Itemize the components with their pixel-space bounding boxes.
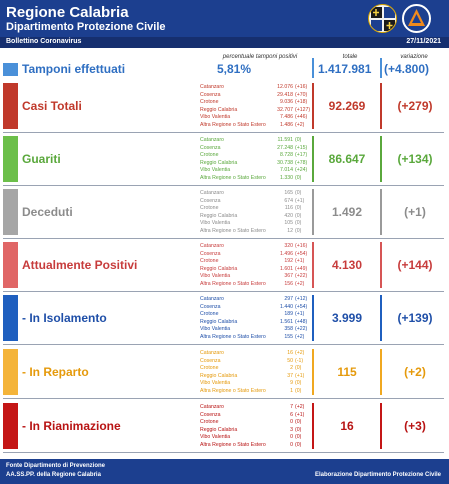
section-separator-variation [380, 295, 382, 341]
province-delta: (0) [295, 220, 302, 226]
province-row [200, 365, 308, 373]
province-breakdown [200, 350, 308, 395]
section-total: 16 [340, 419, 354, 433]
province-name: Vibo Valentia [200, 167, 231, 173]
province-name: Reggio Calabria [200, 318, 238, 325]
section-separator-variation [380, 349, 382, 395]
province-name: Crotone [200, 365, 219, 371]
province-delta: (+127) [295, 106, 311, 113]
province-value: 7.486 [280, 114, 293, 120]
province-delta: (+46) [295, 114, 308, 120]
province-name: Crotone [200, 419, 219, 425]
province-name: Catanzaro [200, 84, 224, 90]
province-name: Catanzaro [200, 243, 224, 249]
section-separator-variation [380, 403, 382, 449]
section-separator-variation [380, 242, 382, 288]
province-delta: (+2) [295, 280, 305, 287]
header-subtitle: Dipartimento Protezione Civile [6, 21, 166, 33]
section-divider [3, 132, 444, 133]
province-delta: (0) [295, 137, 302, 143]
section-color-bar [3, 136, 18, 182]
header-title: Regione Calabria [6, 4, 129, 21]
section-divider [3, 344, 444, 345]
protezione-civile-logo-icon [402, 4, 431, 33]
province-breakdown [200, 137, 308, 182]
province-row [200, 358, 308, 366]
section-variation: (+279) [397, 99, 433, 113]
province-delta: (0) [295, 419, 302, 425]
province-breakdown [200, 296, 308, 341]
province-delta: (+1) [295, 411, 305, 418]
province-value: 12 [287, 227, 293, 234]
province-row [200, 145, 308, 153]
section-divider [3, 238, 444, 239]
bulletin-bar [0, 37, 449, 48]
tamponi-separator-total [312, 58, 314, 78]
province-delta: (0) [295, 205, 302, 211]
province-delta: (+16) [295, 243, 308, 249]
province-value: 7.014 [280, 167, 293, 173]
province-row [200, 137, 308, 145]
province-row [200, 198, 308, 206]
province-delta: (+2) [295, 404, 305, 410]
province-name: Cosenza [200, 250, 221, 257]
province-row [200, 419, 308, 427]
section-row [0, 187, 449, 239]
province-row [200, 350, 308, 358]
section-total: 1.492 [331, 205, 363, 219]
province-name: Altra Regione o Stato Estero [200, 174, 266, 181]
province-delta: (+2) [295, 350, 305, 356]
province-delta: (+49) [295, 265, 308, 272]
section-divider [3, 291, 444, 292]
province-row [200, 228, 308, 236]
province-row [200, 427, 308, 435]
province-delta: (+54) [295, 303, 308, 310]
province-row [200, 92, 308, 100]
province-value: 1 [290, 387, 293, 394]
province-value: 1.601 [280, 265, 293, 272]
province-value: 1.440 [280, 303, 293, 310]
province-name: Altra Regione o Stato Estero [200, 333, 266, 340]
section-row [0, 81, 449, 133]
section-variation: (+139) [397, 311, 433, 325]
section-label: - In Rianimazione [22, 419, 121, 433]
province-delta: (+54) [295, 250, 308, 257]
province-name: Reggio Calabria [200, 265, 238, 272]
province-row [200, 167, 308, 175]
province-delta: (+1) [295, 197, 305, 204]
province-row [200, 326, 308, 334]
province-delta: (+18) [295, 99, 308, 105]
section-variation: (+134) [397, 152, 433, 166]
bulletin-date: 27/11/2021 [406, 38, 441, 45]
province-row [200, 388, 308, 396]
province-value: 12.076 [277, 84, 293, 90]
province-row [200, 122, 308, 130]
province-delta: (+2) [295, 333, 305, 340]
tamponi-label: Tamponi effettuati [22, 62, 126, 76]
province-name: Cosenza [200, 197, 221, 204]
province-name: Crotone [200, 205, 219, 211]
province-row [200, 380, 308, 388]
province-row [200, 442, 308, 450]
section-row [0, 347, 449, 399]
province-row [200, 281, 308, 289]
section-divider [3, 452, 444, 453]
province-delta: (0) [295, 365, 302, 371]
footer-source-line2: AA.SS.PP. della Regione Calabria [6, 472, 101, 478]
province-breakdown [200, 404, 308, 449]
province-row [200, 334, 308, 342]
tamponi-total: 1.417.981 [318, 62, 372, 76]
section-label: - In Reparto [22, 365, 89, 379]
section-variation: (+144) [397, 258, 433, 272]
section-label: Guariti [22, 152, 61, 166]
tamponi-color-bar [3, 63, 18, 76]
province-value: 37 [287, 372, 293, 379]
province-row [200, 175, 308, 183]
province-breakdown [200, 84, 311, 129]
province-name: Altra Regione o Stato Estero [200, 280, 266, 287]
province-row [200, 190, 308, 198]
section-variation: (+1) [404, 205, 426, 219]
section-total: 3.999 [331, 311, 363, 325]
province-delta: (+22) [295, 326, 308, 332]
province-row [200, 251, 308, 259]
province-name: Catanzaro [200, 296, 224, 302]
province-name: Cosenza [200, 91, 221, 98]
province-delta: (0) [295, 380, 302, 386]
province-delta: (0) [295, 434, 302, 440]
footer-source-line1: Fonte Dipartimento di Prevenzione [6, 463, 106, 469]
province-value: 11.591 [277, 137, 293, 143]
province-breakdown [200, 190, 308, 235]
province-value: 155 [284, 333, 293, 340]
province-value: 7 [290, 404, 293, 410]
province-value: 50 [287, 357, 293, 364]
province-name: Reggio Calabria [200, 426, 238, 433]
province-row [200, 434, 308, 442]
province-name: Catanzaro [200, 137, 224, 143]
province-delta: (+2) [295, 121, 305, 128]
province-delta: (+1) [295, 258, 305, 264]
province-delta: (+16) [295, 84, 308, 90]
province-row [200, 213, 308, 221]
header-bar [0, 0, 449, 37]
province-row [200, 273, 308, 281]
province-name: Altra Regione o Stato Estero [200, 227, 266, 234]
province-value: 156 [284, 280, 293, 287]
province-name: Cosenza [200, 144, 221, 151]
column-header-variation: variazione [400, 54, 428, 60]
regione-calabria-logo-icon [368, 4, 397, 33]
province-name: Reggio Calabria [200, 159, 238, 166]
tamponi-variation: (+4.800) [384, 62, 430, 76]
province-delta: (0) [295, 212, 302, 219]
province-row [200, 220, 308, 228]
province-name: Cosenza [200, 411, 221, 418]
province-row [200, 152, 308, 160]
province-name: Crotone [200, 258, 219, 264]
footer-credit: Elaborazione Dipartimento Protezione Civile [314, 472, 441, 478]
province-name: Vibo Valentia [200, 380, 231, 386]
province-value: 165 [284, 190, 293, 196]
section-total: 4.130 [331, 258, 363, 272]
province-name: Catanzaro [200, 190, 224, 196]
province-value: 29.418 [277, 91, 293, 98]
section-separator-variation [380, 136, 382, 182]
province-value: 32.707 [277, 106, 293, 113]
province-breakdown [200, 243, 308, 288]
province-value: 1.486 [280, 121, 293, 128]
province-delta: (0) [295, 441, 302, 448]
province-value: 1.561 [280, 318, 293, 325]
province-row [200, 243, 308, 251]
province-delta: (+78) [295, 159, 308, 166]
province-delta: (+22) [295, 273, 308, 279]
province-value: 9.036 [280, 99, 293, 105]
province-delta: (0) [295, 426, 302, 433]
province-name: Vibo Valentia [200, 434, 231, 440]
province-row [200, 296, 308, 304]
province-delta: (+24) [295, 167, 308, 173]
province-value: 105 [284, 220, 293, 226]
section-row [0, 134, 449, 186]
province-delta: (+1) [295, 311, 305, 317]
province-delta: (+17) [295, 152, 308, 158]
province-name: Reggio Calabria [200, 212, 238, 219]
province-value: 367 [284, 273, 293, 279]
section-label: - In Isolamento [22, 311, 107, 325]
province-name: Vibo Valentia [200, 326, 231, 332]
section-variation: (+2) [404, 365, 426, 379]
province-delta: (+15) [295, 144, 308, 151]
province-row [200, 205, 308, 213]
province-name: Cosenza [200, 357, 221, 364]
section-total: 115 [337, 365, 357, 379]
province-row [200, 319, 308, 327]
bulletin-name: Bollettino Coronavirus [6, 38, 82, 45]
province-value: 674 [284, 197, 293, 204]
province-name: Cosenza [200, 303, 221, 310]
province-value: 1.330 [280, 174, 293, 181]
province-delta: (-1) [295, 357, 304, 364]
province-delta: (0) [295, 387, 302, 394]
section-separator-variation [380, 83, 382, 129]
province-value: 2 [290, 365, 293, 371]
province-value: 420 [284, 212, 293, 219]
province-row [200, 304, 308, 312]
province-value: 0 [290, 434, 293, 440]
section-label: Casi Totali [22, 99, 82, 113]
province-value: 16 [287, 350, 293, 356]
province-value: 189 [284, 311, 293, 317]
province-value: 6 [290, 411, 293, 418]
section-variation: (+3) [404, 419, 426, 433]
province-value: 1.496 [280, 250, 293, 257]
province-row [200, 412, 308, 420]
section-total: 92.269 [328, 99, 366, 113]
province-value: 30.738 [277, 159, 293, 166]
section-color-bar [3, 403, 18, 449]
section-row [0, 401, 449, 453]
province-row [200, 373, 308, 381]
province-name: Vibo Valentia [200, 114, 231, 120]
section-separator-variation [380, 189, 382, 235]
province-name: Altra Regione o Stato Estero [200, 441, 266, 448]
column-header-total: totale [342, 54, 358, 60]
province-value: 358 [284, 326, 293, 332]
province-delta: (0) [295, 227, 302, 234]
province-value: 297 [284, 296, 293, 302]
province-delta: (0) [295, 190, 302, 196]
province-value: 0 [290, 441, 293, 448]
section-divider [3, 185, 444, 186]
province-name: Reggio Calabria [200, 106, 238, 113]
province-value: 0 [290, 419, 293, 425]
section-divider [3, 398, 444, 399]
province-value: 116 [284, 205, 293, 211]
province-value: 3 [290, 426, 293, 433]
section-label: Deceduti [22, 205, 73, 219]
province-value: 192 [284, 258, 293, 264]
province-row [200, 84, 308, 92]
section-row [0, 240, 449, 292]
province-name: Altra Regione o Stato Estero [200, 121, 266, 128]
province-value: 320 [284, 243, 293, 249]
province-value: 9 [290, 380, 293, 386]
section-total: 86.647 [328, 152, 366, 166]
province-row [200, 404, 308, 412]
province-name: Vibo Valentia [200, 273, 231, 279]
tamponi-percent: 5,81% [217, 62, 252, 76]
province-name: Vibo Valentia [200, 220, 231, 226]
province-row [200, 311, 308, 319]
section-color-bar [3, 83, 18, 129]
section-row [0, 293, 449, 345]
section-color-bar [3, 349, 18, 395]
province-delta: (+1) [295, 372, 305, 379]
province-row [200, 258, 308, 266]
province-delta: (+48) [295, 318, 308, 325]
province-name: Crotone [200, 99, 219, 105]
section-color-bar [3, 189, 18, 235]
province-row [200, 106, 311, 115]
province-row [200, 114, 308, 122]
province-name: Reggio Calabria [200, 372, 238, 379]
province-row [200, 266, 308, 274]
tamponi-separator-variation [380, 58, 382, 78]
section-label: Attualmente Positivi [22, 258, 138, 272]
province-name: Crotone [200, 311, 219, 317]
province-name: Crotone [200, 152, 219, 158]
province-delta: (0) [295, 174, 302, 181]
province-row [200, 160, 308, 168]
footer-bar [0, 459, 449, 484]
province-delta: (+12) [295, 296, 308, 302]
province-value: 27.248 [277, 144, 293, 151]
province-name: Catanzaro [200, 404, 224, 410]
province-name: Altra Regione o Stato Estero [200, 387, 266, 394]
province-name: Catanzaro [200, 350, 224, 356]
section-color-bar [3, 242, 18, 288]
section-color-bar [3, 295, 18, 341]
province-row [200, 99, 308, 107]
province-value: 8.728 [280, 152, 293, 158]
column-header-percent: percentuale tamponi positivi [222, 54, 298, 60]
province-delta: (+70) [295, 91, 308, 98]
